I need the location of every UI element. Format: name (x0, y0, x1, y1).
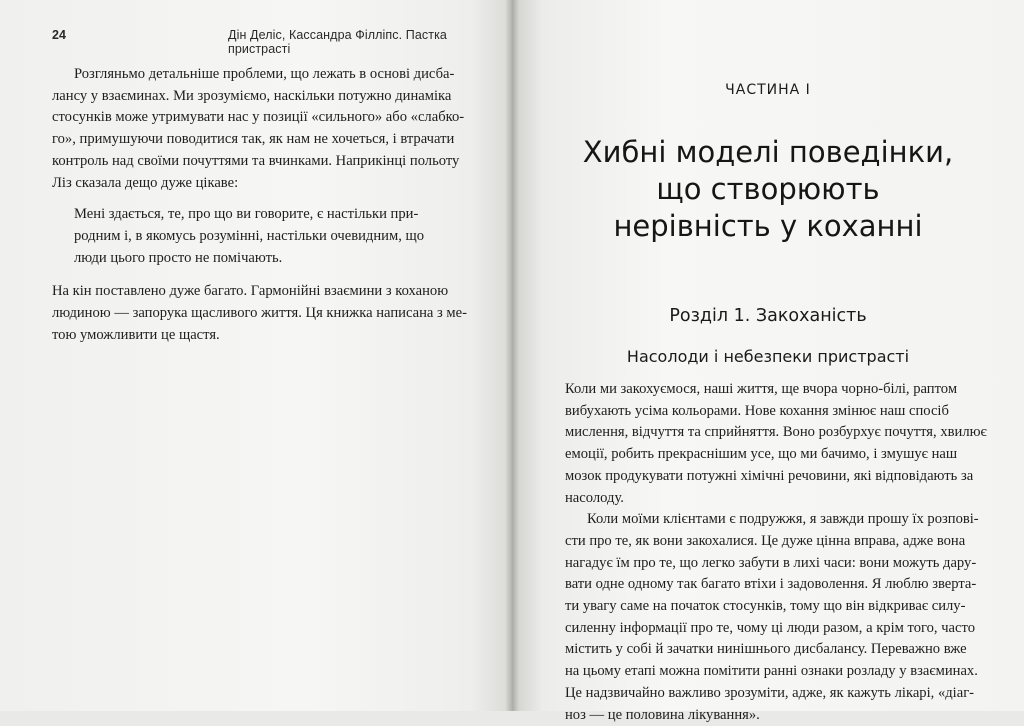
text-line: Ліз сказала дещо дуже цікаве: (52, 174, 239, 191)
part-label: ЧАСТИНА І (725, 82, 811, 98)
text-line: ноз — це половина лікування». (565, 706, 760, 723)
left-page (0, 0, 512, 711)
text-line: ти увагу саме на початок стосунків, тому що він відкриває силу- (565, 598, 966, 615)
text-line: нагадує їм про те, що легко забути в лихі часи: вони можуть дару- (565, 554, 977, 571)
right-body-text (565, 379, 987, 726)
section-title: Насолоди і небезпеки пристрасті (626, 347, 910, 366)
text-line: сти про те, як вони закохалися. Це дуже цінна вправа, адже вона (565, 532, 966, 549)
text-line: лансу у взаєминах. Ми зрозуміємо, наскільки потужно динаміка (52, 87, 452, 104)
text-line: На кін поставлено дуже багато. Гармонійні взаємини з коханою (52, 283, 449, 300)
text-line: го», примушуючи поводитися так, як нам не хочеться, і втрачати (52, 131, 455, 148)
text-line: насолоду. (565, 489, 624, 506)
part-title-line: що створюють (656, 172, 880, 206)
text-line: на цьому етапі можна помітити ранні ознаки розладу у взаєминах. (565, 663, 978, 680)
left-body-text (52, 64, 467, 346)
text-line: Коли ми закохуємося, наші життя, ще вчора чорно-білі, раптом (565, 381, 958, 397)
block-quote (74, 204, 460, 269)
book-gutter (505, 0, 519, 711)
text-line: містить у собі й зачатки нинішнього дисбалансу. Переважно вже (565, 641, 967, 658)
text-line: Коли моїми клієнтами є подружжя, я завжди прошу їх розпові- (587, 511, 979, 528)
right-page (512, 0, 1024, 723)
text-line: силенну інформації про те, чому ці люди разом, а крім того, часто (565, 619, 975, 636)
part-title-line: Хибні моделі поведінки, (582, 135, 954, 169)
paragraph-1 (565, 379, 987, 509)
text-line: людиною — запорука щасливого життя. Ця книжка написана з ме- (52, 305, 467, 322)
quote-line: Мені здається, те, про що ви говорите, є настільки при- (74, 206, 419, 223)
text-line: емоції, робить прекраснішим усе, що ми бачимо, і змушує наш (565, 446, 958, 463)
text-line: контроль над своїми почуттями та вчинками. Наприкінці польоту (52, 152, 460, 169)
part-title (512, 134, 1024, 245)
text-line: стосунків може утримувати нас у позиції «сильного» або «слабко- (52, 109, 465, 126)
page-number: 24 (52, 28, 66, 42)
quote-line: люди цього просто не помічають. (74, 249, 283, 266)
text-line: тою уможливити це щастя. (52, 326, 220, 343)
chapter-title: Розділ 1. Закоханість (669, 306, 867, 326)
running-head: Дін Деліс, Кассандра Філліпс. Пастка пристрасті (228, 28, 447, 56)
text-line: вати одне одному так багато втіхи і задоволення. Я люблю зверта- (565, 576, 977, 593)
text-line: Це надзвичайно важливо зрозуміти, адже, як кажуть лікарі, «діаг- (565, 684, 975, 701)
part-title-line: нерівність у коханні (613, 209, 923, 243)
text-line: мислення, відчуття та сприйняття. Воно розбурхує почуття, хвилює (565, 424, 987, 441)
quote-line: родним і, в якомусь розумінні, настільки очевидним, що (74, 227, 425, 244)
paragraph-2 (565, 509, 979, 726)
text-line: мозок продукувати потужні хімічні речовини, які відповідають за (565, 467, 974, 484)
paragraph-1 (52, 64, 465, 194)
paragraph-2 (52, 281, 467, 346)
text-line: Розгляньмо детальніше проблеми, що лежать в основі дисба- (74, 66, 455, 82)
text-line: вибухають усіма кольорами. Нове кохання змінює наш спосіб (565, 402, 949, 419)
